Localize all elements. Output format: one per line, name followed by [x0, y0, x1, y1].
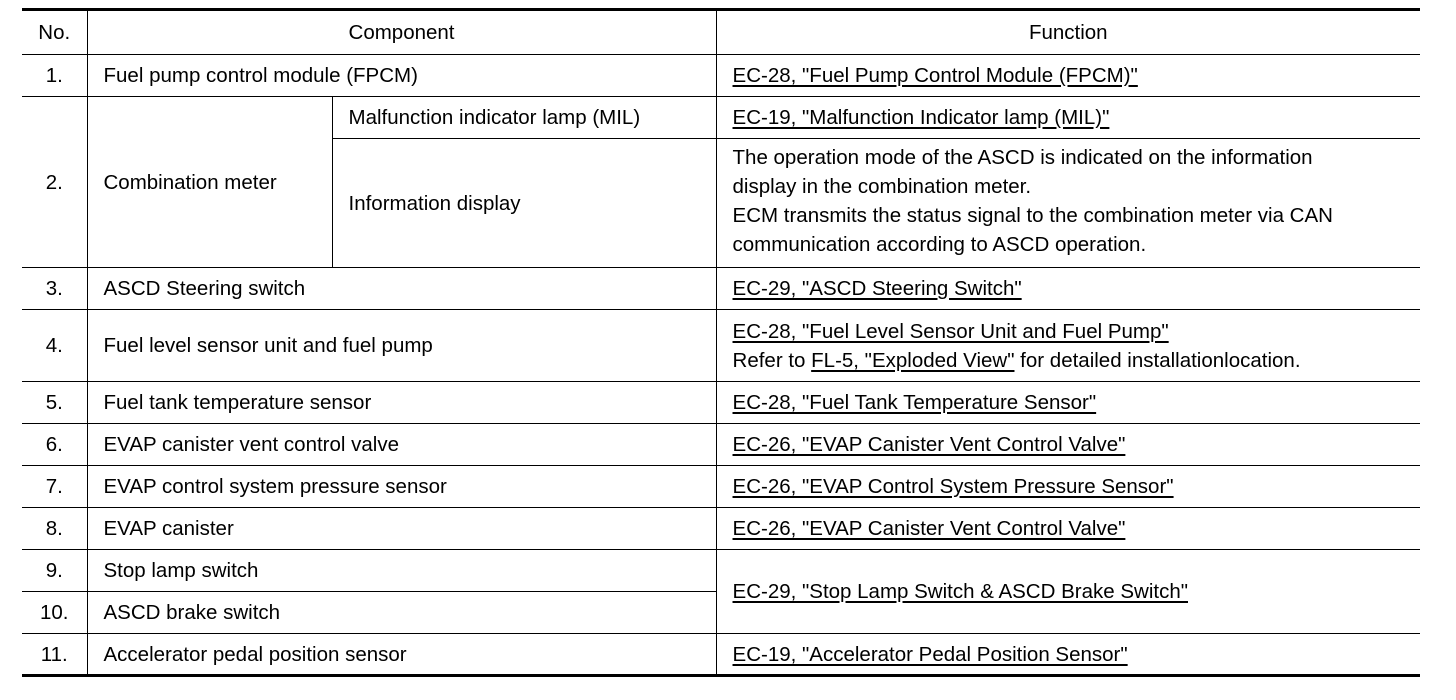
table-row — [22, 310, 1420, 382]
function-link[interactable]: EC-29, "Stop Lamp Switch & ASCD Brake Switch" — [732, 580, 1188, 603]
function-text-line: The operation mode of the ASCD is indicated on the information — [732, 146, 1313, 169]
component-cell: EVAP control system pressure sensor — [87, 466, 716, 508]
row-number: 9. — [22, 550, 87, 592]
function-link[interactable]: EC-29, "ASCD Steering Switch" — [732, 277, 1022, 300]
function-refer-line: Refer to FL-5, "Exploded View" for detailed installationlocation. — [732, 348, 1301, 372]
component-cell: EVAP canister — [87, 508, 716, 550]
table-row — [22, 634, 1420, 676]
function-cell — [716, 550, 1420, 634]
component-cell: Combination meter — [87, 97, 332, 268]
function-cell — [716, 139, 1420, 268]
row-number: 7. — [22, 466, 87, 508]
function-cell — [716, 466, 1420, 508]
table-row — [22, 508, 1420, 550]
function-link[interactable]: EC-28, "Fuel Level Sensor Unit and Fuel Pump" — [732, 319, 1169, 343]
refer-link[interactable]: FL-5, "Exploded View" — [811, 348, 1015, 372]
table-row — [22, 550, 1420, 592]
component-cell: Fuel tank temperature sensor — [87, 382, 716, 424]
function-link[interactable]: EC-19, "Malfunction Indicator lamp (MIL)" — [732, 106, 1110, 129]
row-number: 10. — [22, 592, 87, 634]
row-number: 4. — [22, 310, 87, 382]
function-link[interactable]: EC-26, "EVAP Canister Vent Control Valve" — [732, 517, 1126, 540]
function-link[interactable]: EC-28, "Fuel Pump Control Module (FPCM)" — [732, 64, 1138, 87]
function-link[interactable]: EC-28, "Fuel Tank Temperature Sensor" — [732, 391, 1097, 414]
row-number: 8. — [22, 508, 87, 550]
component-cell: Fuel level sensor unit and fuel pump — [87, 310, 716, 382]
row-number: 3. — [22, 268, 87, 310]
function-text-line: ECM transmits the status signal to the combination meter via CAN — [732, 204, 1333, 227]
function-cell — [716, 55, 1420, 97]
component-cell: EVAP canister vent control valve — [87, 424, 716, 466]
function-cell — [716, 634, 1420, 676]
function-link[interactable]: EC-26, "EVAP Control System Pressure Sensor" — [732, 475, 1174, 498]
table-row — [22, 55, 1420, 97]
row-number: 11. — [22, 634, 87, 676]
table-header-row — [22, 10, 1420, 55]
component-cell: ASCD Steering switch — [87, 268, 716, 310]
subcomponent-cell: Malfunction indicator lamp (MIL) — [332, 97, 716, 139]
header-component: Component — [87, 10, 716, 55]
function-cell — [716, 97, 1420, 139]
subcomponent-cell: Information display — [332, 139, 716, 268]
table-row — [22, 466, 1420, 508]
component-cell: Fuel pump control module (FPCM) — [87, 55, 716, 97]
function-text-line: communication according to ASCD operation. — [732, 233, 1147, 256]
component-function-table — [22, 8, 1420, 677]
row-number: 2. — [22, 97, 87, 268]
table-row — [22, 382, 1420, 424]
component-cell: Stop lamp switch — [87, 550, 716, 592]
function-cell — [716, 382, 1420, 424]
function-cell — [716, 508, 1420, 550]
function-cell — [716, 268, 1420, 310]
function-cell — [716, 424, 1420, 466]
function-link[interactable]: EC-26, "EVAP Canister Vent Control Valve" — [732, 433, 1126, 456]
function-link[interactable]: EC-19, "Accelerator Pedal Position Sensor" — [732, 642, 1128, 666]
component-cell: ASCD brake switch — [87, 592, 716, 634]
row-number: 6. — [22, 424, 87, 466]
table-row — [22, 268, 1420, 310]
row-number: 1. — [22, 55, 87, 97]
header-function: Function — [716, 10, 1420, 55]
table-row — [22, 97, 1420, 139]
row-number: 5. — [22, 382, 87, 424]
component-cell: Accelerator pedal position sensor — [87, 634, 716, 676]
header-no: No. — [22, 10, 87, 55]
table-row — [22, 424, 1420, 466]
function-text-line: display in the combination meter. — [732, 175, 1032, 198]
function-cell — [716, 310, 1420, 382]
